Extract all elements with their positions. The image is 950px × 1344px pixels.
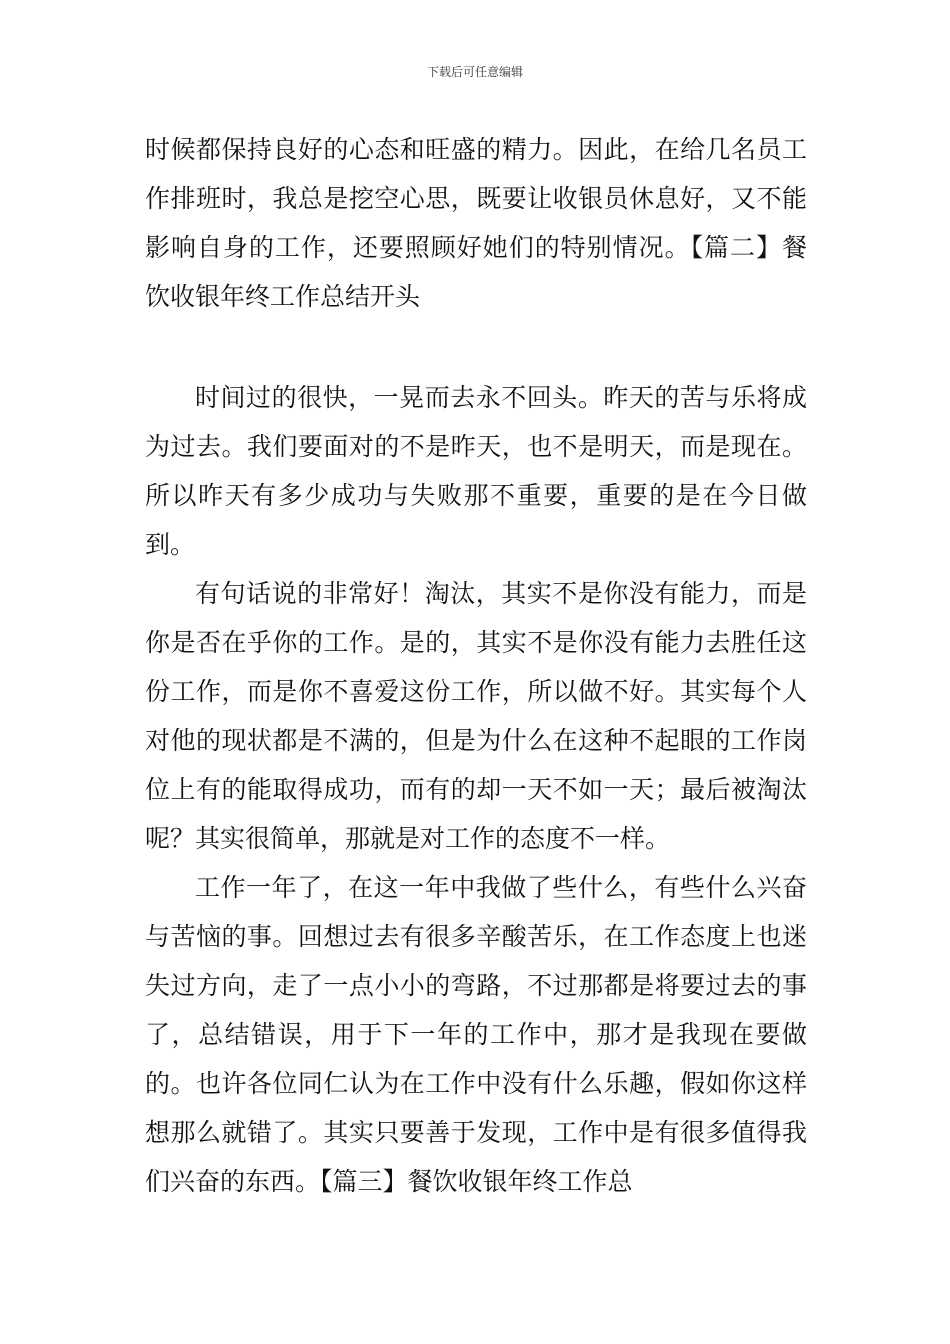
paragraph-year-of-work: 工作一年了，在这一年中我做了些什么，有些什么兴奋与苦恼的事。回想过去有很多辛酸苦乐，在工作态度上也迷失过方向，走了一点小小的弯路，不过那都是将要过去的事了，总结错误，用于下一年的工作中，那才是我现在要做的。也许各位同仁认为在工作中没有什么乐趣，假如你这样想那么就错了。其实只要善于发现，工作中是有很多值得我们兴奋的东西。【篇三】餐饮收银年终工作总 bbox=[145, 873, 807, 1196]
page-header-note: 下载后可任意编辑 bbox=[426, 65, 523, 79]
document-body bbox=[145, 125, 807, 1206]
paragraph-elimination-saying: 有句话说的非常好！淘汰，其实不是你没有能力，而是你是否在乎你的工作。是的，其实不是你没有能力去胜任这份工作，而是你不喜爱这份工作，所以做不好。其实每个人对他的现状都是不满的，但是为什么在这种不起眼的工作岗位上有的能取得成功，而有的却一天不如一天；最后被淘汰呢？其实很简单，那就是对工作的态度不一样。 bbox=[145, 579, 807, 853]
paragraph-spacer bbox=[145, 321, 807, 373]
paragraph-continuation: 时候都保持良好的心态和旺盛的精力。因此，在给几名员工作排班时，我总是挖空心思，既要让收银员休息好，又不能影响自身的工作，还要照顾好她们的特别情况。【篇二】餐饮收银年终工作总结开头 bbox=[145, 135, 807, 311]
paragraph-time-passes: 时间过的很快，一晃而去永不回头。昨天的苦与乐将成为过去。我们要面对的不是昨天，也不是明天，而是现在。所以昨天有多少成功与失败那不重要，重要的是在今日做到。 bbox=[145, 383, 807, 559]
